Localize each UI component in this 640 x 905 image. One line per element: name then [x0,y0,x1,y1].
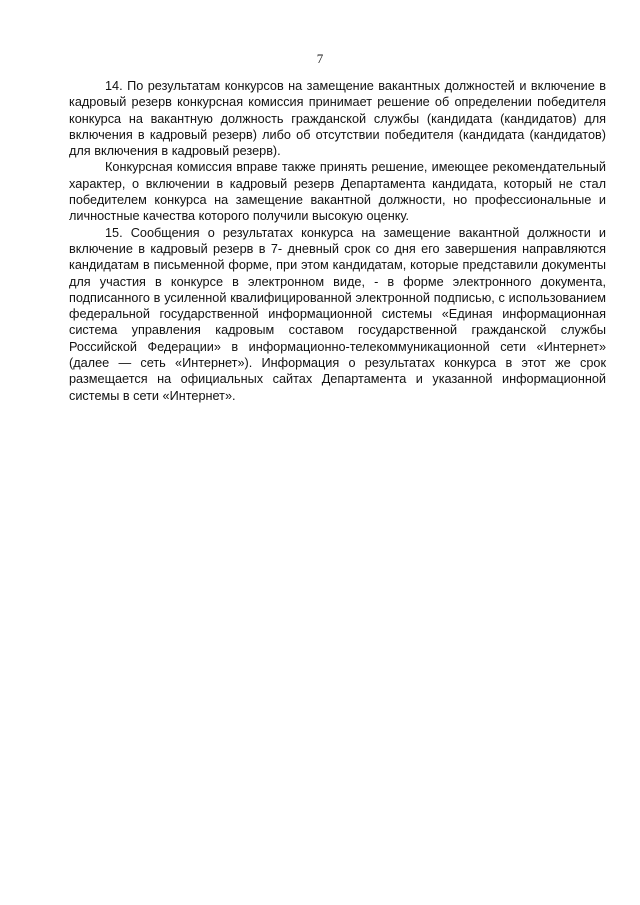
paragraph-15: 15. Сообщения о результатах конкурса на замещение вакантной должности и включение в кадровый резерв в 7- дневный срок со дня его завершения направляются кандидатам в письменной форме, при этом кандидатам, которые представили документы для участия в конкурсе в электронном виде, - в форме электронного документа, подписанного в усиленной квалифицированной электронной подписью, с использованием федеральной государственной информационной системы «Единая информационная система управления кадровым составом государственной гражданской службы Российской Федерации» в информационно-телекоммуникационной сети «Интернет» (далее — сеть «Интернет»). Информация о результатах конкурса в этот же срок размещается на официальных сайтах Департамента и указанной информационной системы в сети «Интернет». [69,225,606,403]
page-number: 7 [316,51,324,66]
paragraph-14: 14. По результатам конкурсов на замещение вакантных должностей и включение в кадровый резерв конкурсная комиссия принимает решение об определении победителя конкурса на вакантную должность гражданской службы (кандидата (кандидатов) для включения в кадровый резерв) либо об отсутствии победителя (кандидата (кандидатов) для включения в кадровый резерв). [69,79,606,159]
document-body [69,78,606,404]
paragraph-commission-recommendation: Конкурсная комиссия вправе также принять решение, имеющее рекомендательный характер, о включении в кадровый резерв Департамента кандидата, который не стал победителем конкурса на замещение вакантной должности, но профессиональные и личностные качества которого получили высокую оценку. [69,160,606,224]
